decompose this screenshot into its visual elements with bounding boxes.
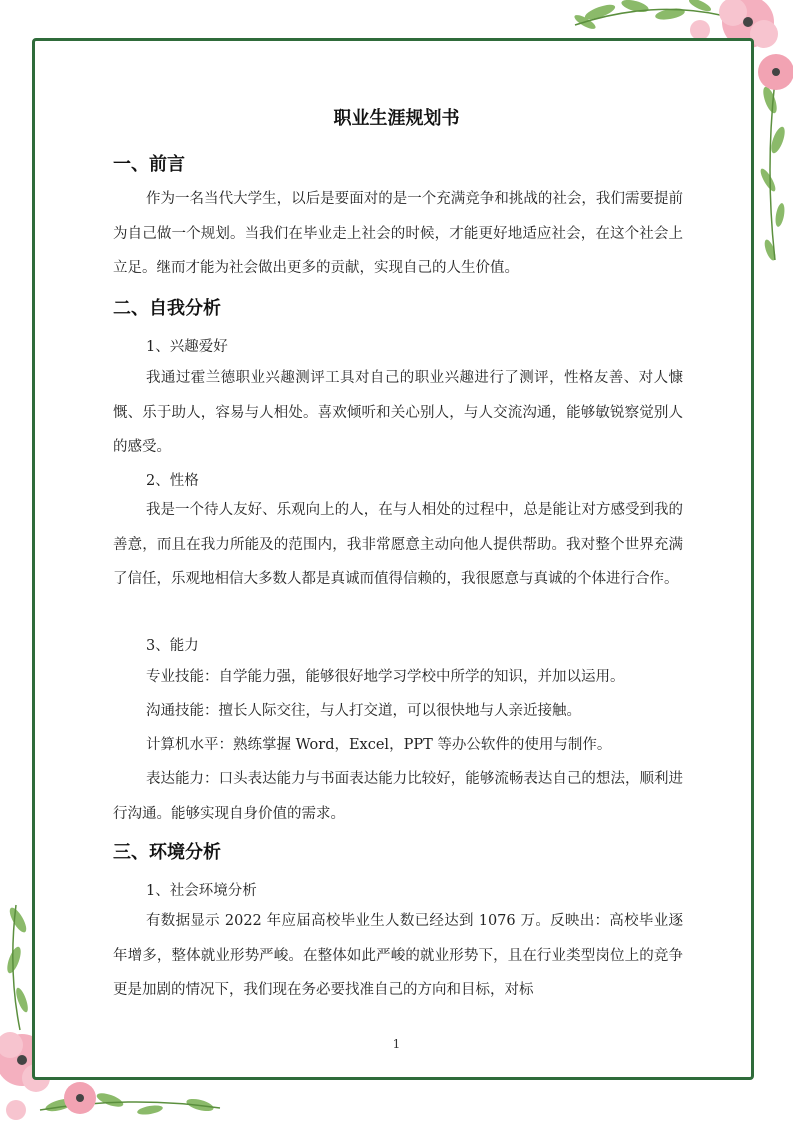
paragraph-expression-skills: 表达能力：口头表达能力与书面表达能力比较好，能够流畅表达自己的想法，顺利进行沟通。能够实现自身价值的需求。 <box>113 771 683 822</box>
section-heading-preface: 一、前言 <box>113 154 185 175</box>
page-number: 1 <box>392 1037 401 1051</box>
paragraph-social-environment: 有数据显示 2022 年应届高校毕业生人数已经达到 1076 万。反映出：高校毕业逐年增多，整体就业形势严峻。在整体如此严峻的就业形势下，且在行业类型岗位上的竞争更是加剧的情况下，我们现在务必要找准自己的方向和目标，对标 <box>113 913 683 998</box>
paragraph-communication-skills: 沟通技能：擅长人际交往，与人打交道，可以很快地与人亲近接触。 <box>146 703 581 719</box>
paragraph-professional-skills: 专业技能：自学能力强，能够很好地学习学校中所学的知识，并加以运用。 <box>146 669 625 685</box>
paragraph-personality: 我是一个待人友好、乐观向上的人，在与人相处的过程中，总是能让对方感受到我的善意，而且在我力所能及的范围内，我非常愿意主动向他人提供帮助。我对整个世界充满了信任，乐观地相信大多数人都是真诚而值得信赖的，我很愿意与真诚的个体进行合作。 <box>113 502 683 587</box>
paragraph-computer-skills: 计算机水平：熟练掌握 Word，Excel，PPT 等办公软件的使用与制作。 <box>146 737 612 753</box>
paragraph-preface: 作为一名当代大学生，以后是要面对的是一个充满竞争和挑战的社会，我们需要提前为自己做一个规划。当我们在毕业走上社会的时候，才能更好地适应社会，在这个社会上立足。继而才能为社会做出更多的贡献，实现自己的人生价值。 <box>113 191 683 276</box>
document-title: 职业生涯规划书 <box>333 108 460 129</box>
section-heading-environment: 三、环境分析 <box>113 842 221 863</box>
paragraph-interests: 我通过霍兰德职业兴趣测评工具对自己的职业兴趣进行了测评，性格友善、对人慷慨、乐于助人，容易与人相处。喜欢倾听和关心别人，与人交流沟通，能够敏锐察觉别人的感受。 <box>113 370 683 455</box>
subsection-title-social-environment: 1、社会环境分析 <box>146 883 257 899</box>
section-heading-self-analysis: 二、自我分析 <box>113 298 221 319</box>
subsection-title-interests: 1、兴趣爱好 <box>146 339 228 355</box>
subsection-title-personality: 2、性格 <box>146 473 199 489</box>
subsection-title-abilities: 3、能力 <box>146 638 199 654</box>
